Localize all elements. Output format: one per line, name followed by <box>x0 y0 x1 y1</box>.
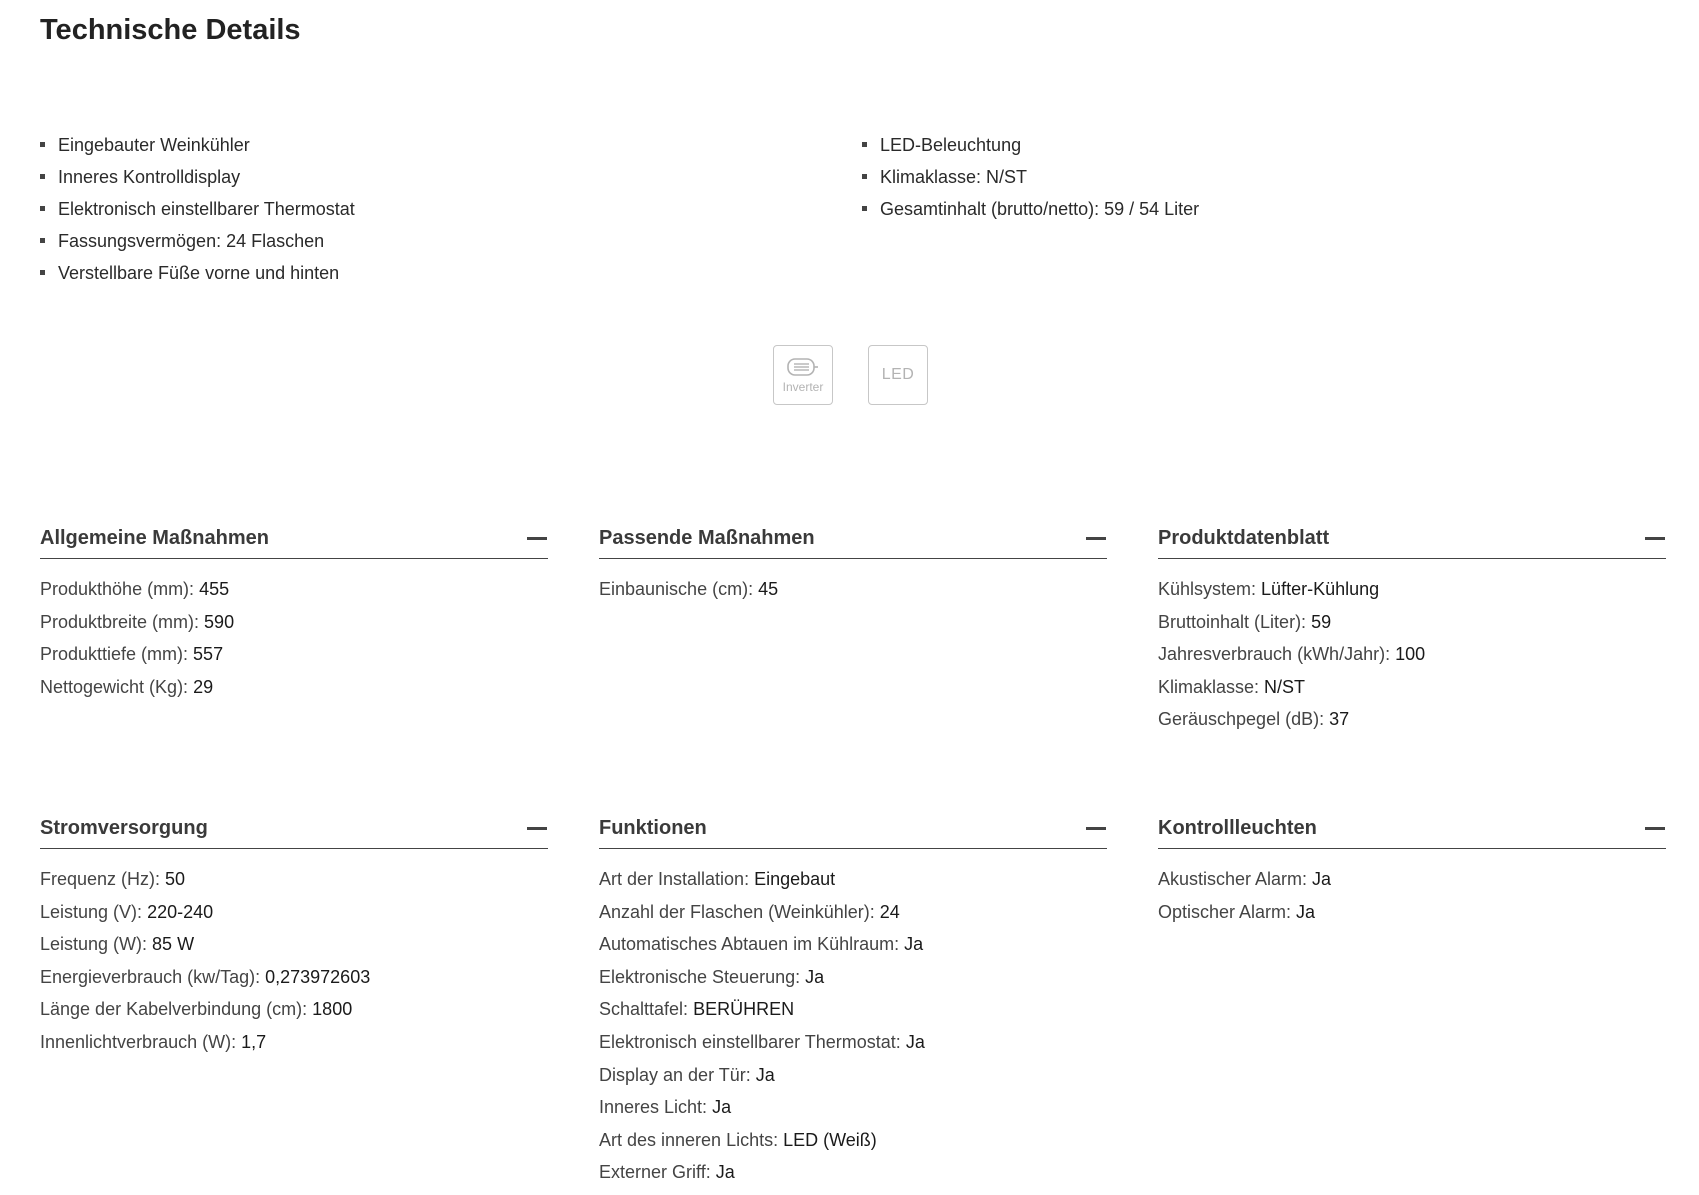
spec-row <box>40 573 548 606</box>
spec-value: BERÜHREN <box>693 999 795 1020</box>
spec-value: N/ST <box>1264 676 1306 697</box>
spec-value: Ja <box>755 1064 775 1085</box>
spec-key: Produkthöhe (mm): <box>40 579 200 599</box>
feature-list-left <box>40 129 862 289</box>
spec-row <box>599 863 1107 896</box>
spec-value: 50 <box>165 869 186 889</box>
led-badge <box>868 345 928 405</box>
spec-key: Jahresverbrauch (kWh/Jahr): <box>1158 644 1396 665</box>
collapse-minus-icon[interactable] <box>526 817 548 839</box>
spec-value: Eingebaut <box>754 869 836 889</box>
spec-sections <box>40 518 1670 1183</box>
feature-item: Verstellbare Füße vorne und hinten <box>40 257 862 289</box>
section-header[interactable] <box>1158 808 1666 849</box>
spec-row <box>599 1059 1107 1092</box>
spec-key: Produktbreite (mm): <box>40 611 205 632</box>
spec-row <box>599 1026 1107 1059</box>
spec-key: Länge der Kabelverbindung (cm): <box>40 999 313 1020</box>
spec-key: Nettogewicht (Kg): <box>40 676 194 697</box>
spec-key: Frequenz (Hz): <box>40 869 166 889</box>
spec-row <box>599 1156 1107 1189</box>
section-kontrollleuchten <box>1158 808 1666 1078</box>
spec-row <box>40 1026 548 1059</box>
section-header[interactable] <box>40 518 548 559</box>
spec-row <box>1158 638 1666 671</box>
spec-key: Elektronisch einstellbarer Thermostat: <box>599 1031 906 1052</box>
spec-key: Geräuschpegel (dB): <box>1158 709 1330 730</box>
spec-list <box>1158 573 1666 736</box>
spec-row <box>599 1091 1107 1124</box>
inverter-compressor-icon <box>786 356 820 378</box>
feature-item: Eingebauter Weinkühler <box>40 129 862 161</box>
spec-row <box>1158 863 1666 896</box>
spec-value: 1,7 <box>241 1031 267 1052</box>
section-allgemeine-massnahmen <box>40 518 548 788</box>
feature-item: Inneres Kontrolldisplay <box>40 161 862 193</box>
section-header[interactable] <box>40 808 548 849</box>
spec-value: Ja <box>1296 901 1316 922</box>
collapse-minus-icon[interactable] <box>526 527 548 549</box>
feature-item: Gesamtinhalt (brutto/netto): 59 / 54 Liter <box>862 193 1199 225</box>
section-produktdatenblatt <box>1158 518 1666 788</box>
spec-key: Leistung (V): <box>40 901 148 922</box>
spec-list <box>40 863 548 1059</box>
spec-value: 220-240 <box>147 901 214 922</box>
spec-row <box>1158 606 1666 639</box>
spec-row <box>599 1124 1107 1157</box>
spec-row <box>1158 671 1666 704</box>
spec-value: 455 <box>199 579 230 599</box>
spec-key: Anzahl der Flaschen (Weinkühler): <box>599 901 880 922</box>
collapse-minus-icon[interactable] <box>1085 817 1107 839</box>
spec-key: Energieverbrauch (kw/Tag): <box>40 966 266 987</box>
spec-row <box>599 961 1107 994</box>
spec-key: Schalttafel: <box>599 999 694 1020</box>
spec-value: 37 <box>1329 709 1350 730</box>
section-header[interactable] <box>599 808 1107 849</box>
spec-key: Produkttiefe (mm): <box>40 644 194 665</box>
spec-key: Display an der Tür: <box>599 1064 756 1085</box>
spec-value: 590 <box>204 611 235 632</box>
spec-key: Innenlichtverbrauch (W): <box>40 1031 242 1052</box>
section-title: Funktionen <box>599 816 707 839</box>
spec-key: Einbaunische (cm): <box>599 579 759 599</box>
spec-list <box>1158 863 1666 928</box>
spec-row <box>1158 703 1666 736</box>
spec-value: Ja <box>904 934 924 955</box>
section-title: Passende Maßnahmen <box>599 526 815 549</box>
spec-key: Bruttoinhalt (Liter): <box>1158 611 1312 632</box>
spec-value: Ja <box>905 1031 925 1052</box>
spec-value: Lüfter-Kühlung <box>1261 579 1380 599</box>
section-title: Allgemeine Maßnahmen <box>40 526 269 549</box>
spec-value: 0,273972603 <box>265 966 371 987</box>
spec-key: Art des inneren Lichts: <box>599 1129 784 1150</box>
spec-value: Ja <box>1312 869 1332 889</box>
feature-list-right <box>862 129 1199 289</box>
spec-row <box>1158 896 1666 929</box>
inverter-badge-label: Inverter <box>782 380 824 394</box>
feature-highlights <box>40 129 1670 289</box>
spec-row <box>599 896 1107 929</box>
spec-value: Ja <box>712 1097 732 1118</box>
led-icon: LED <box>881 366 915 383</box>
spec-row <box>599 928 1107 961</box>
spec-value: 29 <box>193 676 214 697</box>
spec-value: 45 <box>758 579 779 599</box>
spec-value: 59 <box>1311 611 1332 632</box>
spec-value: Ja <box>805 966 825 987</box>
spec-row <box>40 896 548 929</box>
spec-key: Art der Installation: <box>599 869 755 889</box>
feature-item: Klimaklasse: N/ST <box>862 161 1199 193</box>
spec-value: LED (Weiß) <box>783 1129 877 1150</box>
section-header[interactable] <box>599 518 1107 559</box>
feature-item: Elektronisch einstellbarer Thermostat <box>40 193 862 225</box>
spec-row <box>40 961 548 994</box>
spec-key: Externer Griff: <box>599 1162 716 1183</box>
spec-row <box>40 638 548 671</box>
spec-row <box>40 863 548 896</box>
section-title: Kontrollleuchten <box>1158 816 1317 839</box>
spec-key: Leistung (W): <box>40 934 153 955</box>
spec-key: Automatisches Abtauen im Kühlraum: <box>599 934 905 955</box>
feature-badges <box>773 345 928 405</box>
spec-row <box>40 928 548 961</box>
spec-key: Inneres Licht: <box>599 1097 713 1118</box>
section-title: Stromversorgung <box>40 816 208 839</box>
section-passende-massnahmen <box>599 518 1107 788</box>
spec-row <box>599 993 1107 1026</box>
spec-key: Optischer Alarm: <box>1158 901 1297 922</box>
spec-list <box>599 863 1107 1189</box>
inverter-badge <box>773 345 833 405</box>
spec-key: Klimaklasse: <box>1158 676 1265 697</box>
spec-key: Elektronische Steuerung: <box>599 966 806 987</box>
spec-value: 85 W <box>152 934 195 955</box>
spec-value: 557 <box>193 644 224 665</box>
spec-value: 24 <box>879 901 900 922</box>
section-stromversorgung <box>40 808 548 1078</box>
page-title: Technische Details <box>40 14 301 46</box>
section-funktionen <box>599 808 1107 1183</box>
spec-value: 100 <box>1395 644 1426 665</box>
spec-row <box>40 606 548 639</box>
feature-item: Fassungsvermögen: 24 Flaschen <box>40 225 862 257</box>
feature-item: LED-Beleuchtung <box>862 129 1199 161</box>
spec-key: Kühlsystem: <box>1158 579 1262 599</box>
spec-row <box>1158 573 1666 606</box>
spec-row <box>40 993 548 1026</box>
spec-row <box>40 671 548 704</box>
spec-list <box>599 573 1107 606</box>
collapse-minus-icon[interactable] <box>1085 527 1107 549</box>
spec-list <box>40 573 548 703</box>
spec-row <box>599 573 1107 606</box>
collapse-minus-icon[interactable] <box>1644 817 1666 839</box>
collapse-minus-icon[interactable] <box>1644 527 1666 549</box>
section-header[interactable] <box>1158 518 1666 559</box>
spec-value: 1800 <box>312 999 353 1020</box>
spec-value: Ja <box>715 1162 735 1183</box>
section-title: Produktdatenblatt <box>1158 526 1330 549</box>
spec-key: Akustischer Alarm: <box>1158 869 1313 889</box>
